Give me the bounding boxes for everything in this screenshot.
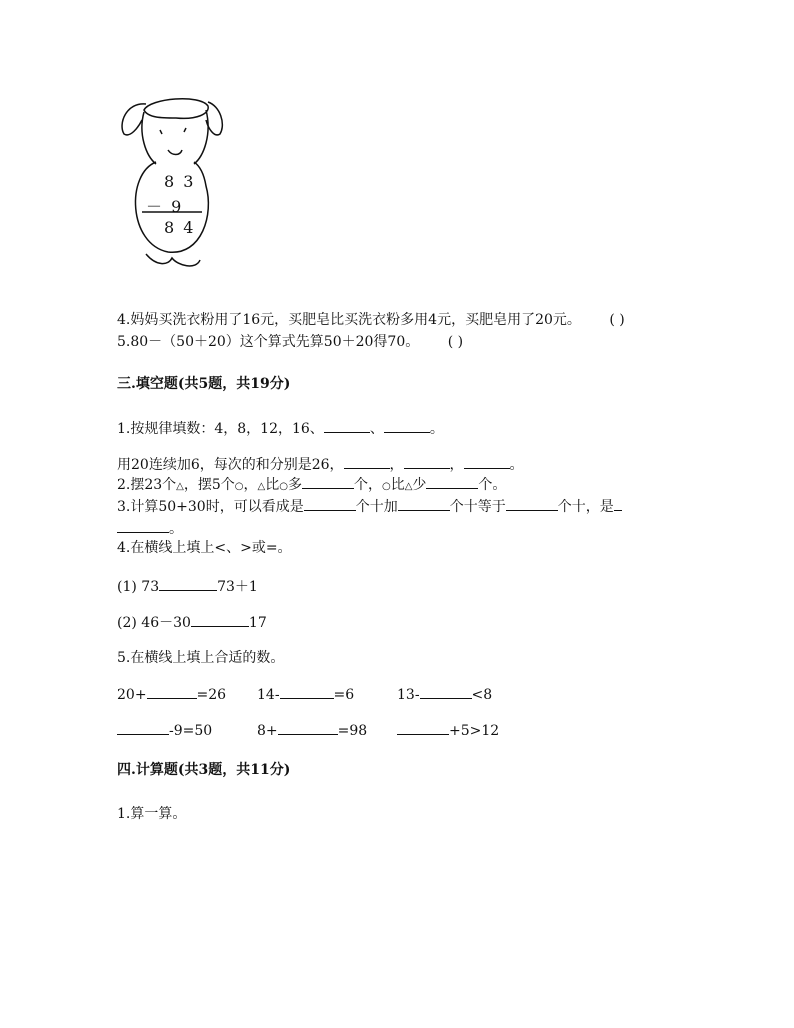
triangle-icon: △ xyxy=(404,481,413,492)
fill-question-2 xyxy=(117,474,506,497)
fill-q5-r1c1-blank[interactable] xyxy=(147,684,197,699)
fill-q4-1-prefix: (1) 73 xyxy=(117,579,160,595)
fill-q5-r2c2-post: =98 xyxy=(337,723,368,739)
fill-q4-2-suffix: 17 xyxy=(248,615,267,631)
fill-q2-text-f: 个， xyxy=(353,477,382,493)
fill-q2-text-c: ， xyxy=(243,477,258,493)
triangle-icon: △ xyxy=(257,481,266,492)
fill-q5-r1c3-post: <8 xyxy=(471,687,493,703)
circle-icon: ○ xyxy=(279,481,288,492)
subtraction-top-number: 8 3 xyxy=(164,172,196,191)
subtraction-result: 8 4 xyxy=(164,218,196,237)
fill-q2-text-a: 2.摆23个 xyxy=(117,477,177,493)
circle-icon: ○ xyxy=(381,481,391,492)
fill-q5-r2c2-blank[interactable] xyxy=(278,720,338,735)
calc-question-1: 1.算一算。 xyxy=(117,806,187,822)
fill-q1-end: 。 xyxy=(429,421,444,437)
fill-q5-r2c1-post: -9=50 xyxy=(169,723,213,739)
judge-item-5-paren[interactable]: ( ) xyxy=(447,334,464,350)
fill-q5-r1c1-pre: 20+ xyxy=(117,687,147,703)
fill-q2-text-i: 个。 xyxy=(478,477,507,493)
section-3-heading: 三.填空题(共5题，共19分) xyxy=(117,376,291,392)
fill-q3-text-a: 3.计算50+30时，可以看成是 xyxy=(117,499,304,515)
fill-q5-r2c2-pre: 8+ xyxy=(257,723,278,739)
section-4-heading: 四.计算题(共3题，共11分) xyxy=(117,762,291,778)
fill-q5-r1c2-blank[interactable] xyxy=(280,684,334,699)
fill-q5-r2c3 xyxy=(397,720,499,741)
fill-q2-blank-1[interactable] xyxy=(302,474,354,489)
fill-q3-blank-3[interactable] xyxy=(506,496,558,511)
fill-q4-2-blank[interactable] xyxy=(191,612,249,627)
fill-q5-r1c3-pre: 13- xyxy=(397,687,420,703)
fill-question-3 xyxy=(117,496,622,517)
fill-q4-1-blank[interactable] xyxy=(159,576,217,591)
judge-item-4-text: 4.妈妈买洗衣粉用了16元，买肥皂比买洗衣粉多用4元，买肥皂用了20元。 xyxy=(117,312,581,328)
fill-q1b-blank-2[interactable] xyxy=(404,454,450,469)
fill-question-3-cont xyxy=(117,518,183,539)
fill-q5-r2c3-blank[interactable] xyxy=(397,720,449,735)
fill-q1b-end: 。 xyxy=(509,457,524,473)
fill-q5-r1c2-pre: 14- xyxy=(257,687,280,703)
fill-q4-2-prefix: (2) 46－30 xyxy=(117,615,191,631)
fill-q1-prefix: 1.按规律填数：4，8，12，16、 xyxy=(117,421,324,437)
fill-q4-part-2 xyxy=(117,612,267,633)
fill-q3-blank-4[interactable] xyxy=(117,518,169,533)
fill-q3-text-c: 个十等于 xyxy=(449,499,506,515)
cartoon-dog-figure xyxy=(116,94,224,270)
fill-q2-blank-2[interactable] xyxy=(426,474,478,489)
fill-q5-r1c1-post: =26 xyxy=(196,687,227,703)
fill-q3-text-d: 个十，是 xyxy=(557,499,614,515)
fill-q2-text-h: 少 xyxy=(412,477,427,493)
fill-q1b-prefix: 用20连续加6，每次的和分别是26， xyxy=(117,457,344,473)
fill-q2-text-e: 多 xyxy=(287,477,302,493)
fill-q2-text-b: ，摆5个 xyxy=(183,477,235,493)
fill-q1-blank-1[interactable] xyxy=(324,418,370,433)
fill-q4-part-1 xyxy=(117,576,258,597)
circle-icon: ○ xyxy=(234,481,244,492)
subtraction-minus-row: － 9 xyxy=(146,197,184,216)
judge-item-4-paren[interactable]: ( ) xyxy=(609,312,625,328)
fill-q5-r1c3-blank[interactable] xyxy=(420,684,472,699)
fill-q1b-sep-1: ， xyxy=(389,457,404,473)
fill-q1b-sep-2: ， xyxy=(449,457,464,473)
fill-question-1b xyxy=(117,454,524,475)
judge-item-5 xyxy=(117,332,463,352)
fill-q5-r1c2-post: =6 xyxy=(333,687,355,703)
fill-question-1 xyxy=(117,418,444,439)
fill-q5-r2c3-post: +5>12 xyxy=(449,723,500,739)
fill-q1b-blank-1[interactable] xyxy=(344,454,390,469)
fill-q5-r1c2 xyxy=(257,684,354,705)
fill-question-5: 5.在横线上填上合适的数。 xyxy=(117,650,285,666)
fill-q4-1-suffix: 73＋1 xyxy=(217,579,258,595)
judge-item-5-text: 5.80－（50＋20）这个算式先算50＋20得70。 xyxy=(117,334,420,350)
fill-q3-blank-2[interactable] xyxy=(398,496,450,511)
fill-q3-text-b: 个十加 xyxy=(355,499,398,515)
judge-item-4 xyxy=(117,310,625,330)
fill-q1-blank-2[interactable] xyxy=(384,418,430,433)
fill-q5-r1c3 xyxy=(397,684,492,705)
fill-q1-separator: 、 xyxy=(369,421,384,437)
fill-q3-end: 。 xyxy=(169,521,183,537)
fill-q3-blank-4-start[interactable] xyxy=(614,496,622,511)
fill-q5-r2c1 xyxy=(117,720,212,741)
fill-q5-r2c1-blank[interactable] xyxy=(117,720,169,735)
fill-q3-blank-1[interactable] xyxy=(304,496,356,511)
fill-q2-text-g: 比 xyxy=(390,477,405,493)
fill-q1b-blank-3[interactable] xyxy=(464,454,510,469)
fill-q5-r1c1 xyxy=(117,684,226,705)
triangle-icon: △ xyxy=(176,481,184,492)
fill-q5-r2c2 xyxy=(257,720,367,741)
fill-q2-text-d: 比 xyxy=(265,477,280,493)
fill-question-4: 4.在横线上填上<、>或=。 xyxy=(117,540,292,556)
